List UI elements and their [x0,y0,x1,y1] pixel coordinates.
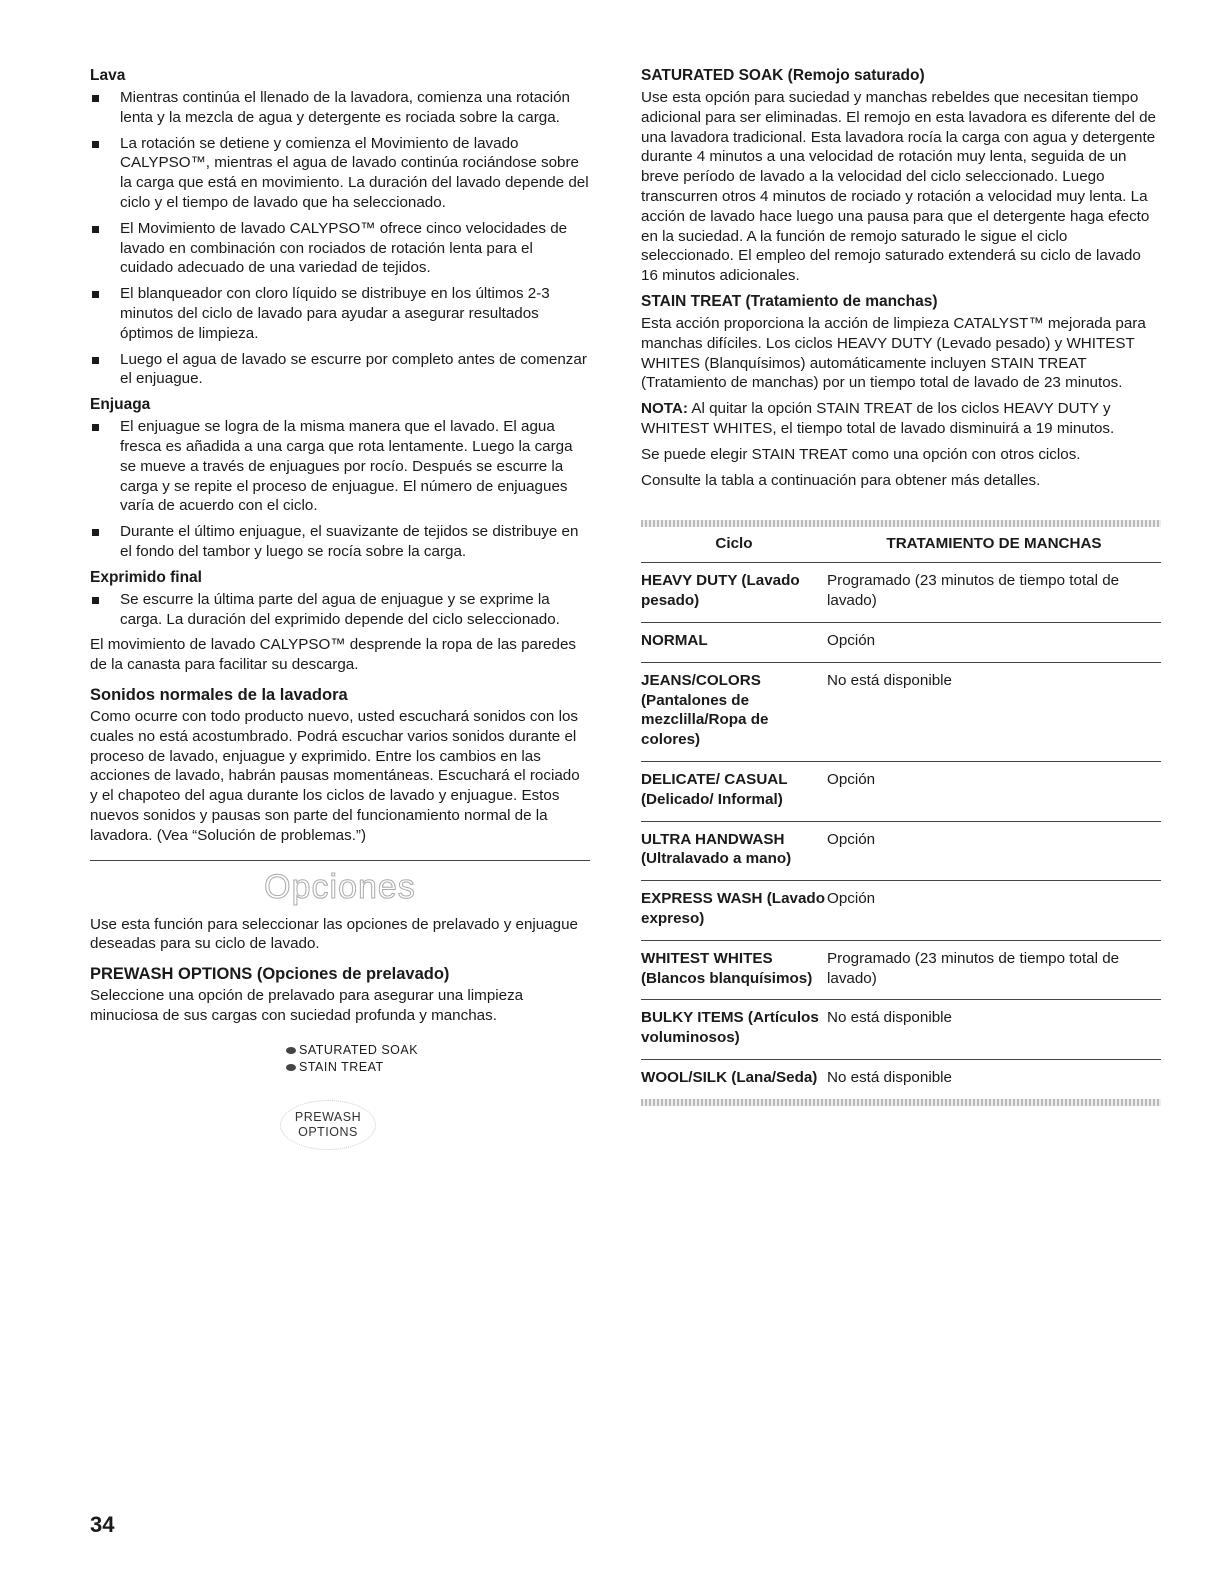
table-row [641,662,1161,761]
treatment-cell: No está disponible [827,662,1161,761]
list-item: El blanqueador con cloro líquido se distribuye en los últimos 2-3 minutos del ciclo de lavado para ayudar a asegurar resultados óptimos de limpieza. [90,284,590,343]
table-row [641,761,1161,821]
cycle-cell: EXPRESS WASH (Lavado expreso) [641,881,827,941]
table-row [641,881,1161,941]
sonidos-heading: Sonidos normales de la lavadora [90,685,348,704]
saturated-soak-option [286,1042,506,1059]
knob-label-line2: OPTIONS [298,1124,358,1139]
indicator-light-icon [286,1064,296,1071]
nota-label: NOTA: [641,400,688,418]
stain-paragraph-3: Consulte la tabla a continuación para obtener más detalles. [641,471,1041,489]
cycle-cell: WHITEST WHITES (Blancos blanquísimos) [641,940,827,1000]
nota-paragraph [641,399,1161,439]
treatment-cell: No está disponible [827,1000,1161,1060]
column-header: Ciclo [641,527,827,563]
stain-treat-label: STAIN TREAT [299,1059,384,1074]
nota-text: Al quitar la opción STAIN TREAT de los ciclos HEAVY DUTY y WHITEST WHITES, el tiempo total de lavado disminuirá a 19 minutos. [641,400,1115,437]
stain-table-wrapper [641,520,1161,1105]
prewash-options-button [280,1100,376,1150]
list-item: El Movimiento de lavado CALYPSO™ ofrece cinco velocidades de lavado en combinación con rociados de rotación lenta para el cuidado adecuado de una variedad de tejidos. [90,219,590,278]
sonidos-paragraph: Como ocurre con todo producto nuevo, usted escuchará sonidos con los cuales no está acostumbrado. Podrá escuchar varios sonidos durante el proceso de lavado, enjuague y exprimido. Entre los cambios en las acciones de lavado, habrán pausas momentáneas. Escuchará el rociado y el chapoteo del agua durante los ciclos de lavado y enjuague. Estos nuevos sonidos y pausas son parte del funcionamiento normal de la lavadora. (Vea “Solución de problemas.”) [90,707,580,844]
table-header-row [641,527,1161,563]
treatment-cell: Opción [827,881,1161,941]
enjuaga-list [90,417,590,562]
table-row [641,1059,1161,1098]
table-row [641,1000,1161,1060]
treatment-cell: Opción [827,761,1161,821]
prewash-paragraph: Seleccione una opción de prelavado para asegurar una limpieza minuciosa de sus cargas con suciedad profunda y manchas. [90,987,524,1024]
cycle-cell: JEANS/COLORS (Pantalones de mezclilla/Ropa de colores) [641,662,827,761]
cycle-cell: NORMAL [641,622,827,662]
opciones-title: Opciones [264,867,416,906]
list-item: Durante el último enjuague, el suavizante de tejidos se distribuye en el fondo del tambor y luego se rocía sobre la carga. [90,522,590,562]
treatment-cell: Programado (23 minutos de tiempo total de lavado) [827,940,1161,1000]
exprimido-list [90,590,590,630]
enjuaga-heading: Enjuaga [90,396,151,414]
lava-list [90,88,590,389]
opciones-paragraph: Use esta función para seleccionar las opciones de prelavado y enjuague deseadas para su ciclo de lavado. [90,915,579,953]
knob-label-line1: PREWASH [294,1109,362,1124]
treatment-cell: Opción [827,821,1161,881]
stain-paragraph-2: Se puede elegir STAIN TREAT como una opción con otros ciclos. [641,445,1081,463]
left-column [90,66,590,1150]
stain-heading: STAIN TREAT (Tratamiento de manchas) [641,292,938,310]
treatment-cell: Opción [827,622,1161,662]
prewash-control-illustration [286,1042,506,1150]
prewash-heading: PREWASH OPTIONS (Opciones de prelavado) [90,965,450,984]
list-item: Mientras continúa el llenado de la lavadora, comienza una rotación lenta y la mezcla de agua y detergente es rociada sobre la carga. [90,88,590,128]
stain-paragraph: Esta acción proporciona la acción de limpieza CATALYST™ mejorada para manchas difíciles. Los ciclos HEAVY DUTY (Levado pesado) y WHITEST WHITES (Blanquísimos) automáticamente incluyen STAIN TREAT (Tratamiento de manchas) por un tiempo total de lavado de 23 minutos. [641,314,1146,392]
column-header: TRATAMIENTO DE MANCHAS [827,527,1161,563]
stain-treat-option [286,1059,506,1076]
exprimido-heading: Exprimido final [90,568,202,586]
cycle-cell: BULKY ITEMS (Artículos voluminosos) [641,1000,827,1060]
cycle-cell: WOOL/SILK (Lana/Seda) [641,1068,818,1086]
page-number: 34 [90,1512,115,1537]
cycle-cell: DELICATE/ CASUAL (Delicado/ Informal) [641,761,827,821]
table-row [641,563,1161,623]
treatment-cell: No está disponible [827,1068,952,1086]
lava-heading: Lava [90,67,126,84]
table-bottom-band [641,1099,1161,1106]
list-item: El enjuague se logra de la misma manera que el lavado. El agua fresca es añadida a una carga que rota lentamente. Luego la carga se mueve a través de enjuagues por rocío. Después se escurre la carga y se repite el proceso de enjuague. El número de enjuagues varía de acuerdo con el ciclo. [90,417,590,516]
saturated-soak-label: SATURATED SOAK [299,1042,419,1057]
soak-heading: SATURATED SOAK (Remojo saturado) [641,67,925,84]
right-column [641,66,1161,1106]
exprimido-paragraph: El movimiento de lavado CALYPSO™ desprende la ropa de las paredes de la canasta para facilitar su descarga. [90,636,576,674]
stain-treat-table [641,527,1161,1098]
table-row [641,622,1161,662]
table-top-band [641,520,1161,527]
soak-paragraph: Use esta opción para suciedad y manchas rebeldes que necesitan tiempo adicional para ser eliminadas. El remojo en esta lavadora es diferente del de una lavadora tradicional. Esta lavadora rocía la carga con agua y detergente durante 4 minutos a una velocidad de rotación muy lenta, seguida de un breve período de lavado a la velocidad del ciclo seleccionado. Luego transcurren otros 4 minutos de rociado y rotación a velocidad muy lenta. La acción de lavado hace luego una pausa para que el detergente haga efecto en la suciedad. A la función de remojo saturado le sigue el ciclo seleccionado. El empleo del remojo saturado extenderá su ciclo de lavado 16 minutos adicionales. [641,89,1156,285]
list-item: Luego el agua de lavado se escurre por completo antes de comenzar el enjuague. [90,350,590,390]
table-row [641,940,1161,1000]
list-item: La rotación se detiene y comienza el Movimiento de lavado CALYPSO™, mientras el agua de lavado continúa rociándose sobre la carga que está en movimiento. La duración del lavado depende del ciclo y el tiempo de lavado que ha seleccionado. [90,134,590,213]
cycle-cell: HEAVY DUTY (Lavado pesado) [641,563,827,623]
section-divider [90,860,590,861]
treatment-cell: Programado (23 minutos de tiempo total de lavado) [827,563,1161,623]
list-item: Se escurre la última parte del agua de enjuague y se exprime la carga. La duración del exprimido depende del ciclo seleccionado. [90,590,590,630]
cycle-cell: ULTRA HANDWASH (Ultralavado a mano) [641,821,827,881]
indicator-light-icon [286,1047,296,1054]
table-row [641,821,1161,881]
